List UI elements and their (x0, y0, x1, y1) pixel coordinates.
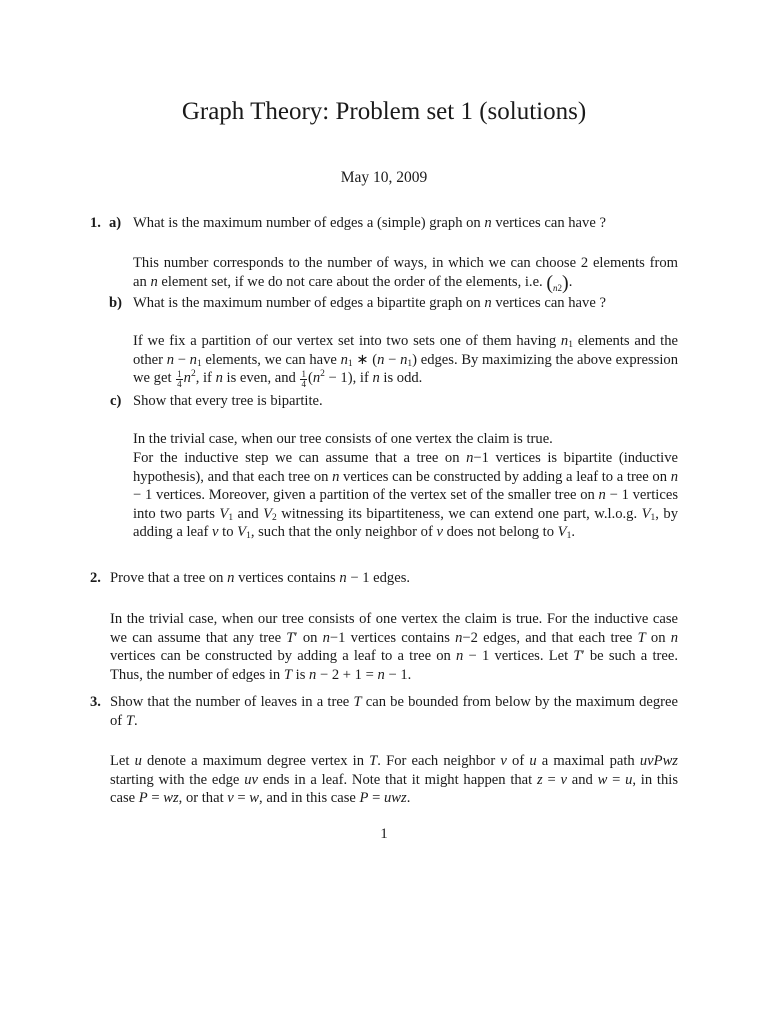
problem-number: 2. (90, 570, 101, 586)
question-1c: Show that every tree is bipartite. (133, 393, 323, 409)
question-1a: What is the maximum number of edges a (simple) graph on n vertices can have ? (133, 215, 606, 231)
answer-1c-step: For the inductive step we can assume that a tree on n−1 vertices is bipartite (inductive hypothesis), and that each tree on n vertices can be constructed by adding a leaf to a tree on n − 1 vertices. Moreover, given a partition of the vertex set of the smaller tree on n − 1 vertices into two parts $V_1$ and $V_2$ witnessing its bipartiteness, we can extend one part, w.l.o.g. $V_1$, by adding a leaf v to $V_1$, such that the only neighbor of v does not belong to $V_1$. (133, 450, 679, 542)
answer-3: Let u denote a maximum degree vertex in T. For each neighbor v of u a maximal path uvPwz starting with the edge uv ends in a leaf. Note that it might happen that z = v and w = u, in this case P = wz, or that v = w, and in this case P = uwz. (110, 753, 679, 807)
question-1b: What is the maximum number of edges a bipartite graph on n vertices can have ? (133, 295, 606, 311)
answer-1a: This number corresponds to the number of ways, in which we can choose 2 elements from an n element set, if we do not care about the order of the elements, i.e. (n2). (133, 255, 678, 294)
part-label: a) (109, 215, 122, 231)
document-date: May 10, 2009 (340, 169, 428, 186)
page-number: 1 (380, 826, 388, 842)
question-3: Show that the number of leaves in a tree T can be bounded from below by the maximum degree of T. (110, 694, 678, 729)
part-label: c) (110, 393, 122, 409)
answer-1c-base: In the trivial case, when our tree consists of one vertex the claim is true. (133, 431, 553, 447)
answer-1b: If we fix a partition of our vertex set into two sets one of them having $n_1$ elements and the other $n - n_1$ elements, we can have $n_1$ ∗ $(n - n_1)$ edges. By maximizing the above expression we get $\frac{1}{4}$ $n^2$, if n is even, and $\frac{1}{4}$ $(n^2 - 1)$, if n is odd. (133, 333, 678, 390)
part-label: b) (109, 295, 122, 311)
problem-number: 1. (90, 215, 101, 231)
answer-2: In the trivial case, when our tree consists of one vertex the claim is true. For the inductive case we can assume that any tree T′ on n−1 vertices contains n−2 edges, and that each tree T on n vertices can be constructed by adding a leaf to a tree on n − 1 vertices. Let T′ be such a tree. Thus, the number of edges in T is n − 2 + 1 = n − 1. (110, 611, 679, 683)
page-title: Graph Theory: Problem set 1 (solutions) (181, 97, 587, 125)
question-2: Prove that a tree on n vertices contains n − 1 edges. (110, 570, 411, 586)
problem-number: 3. (90, 694, 101, 710)
